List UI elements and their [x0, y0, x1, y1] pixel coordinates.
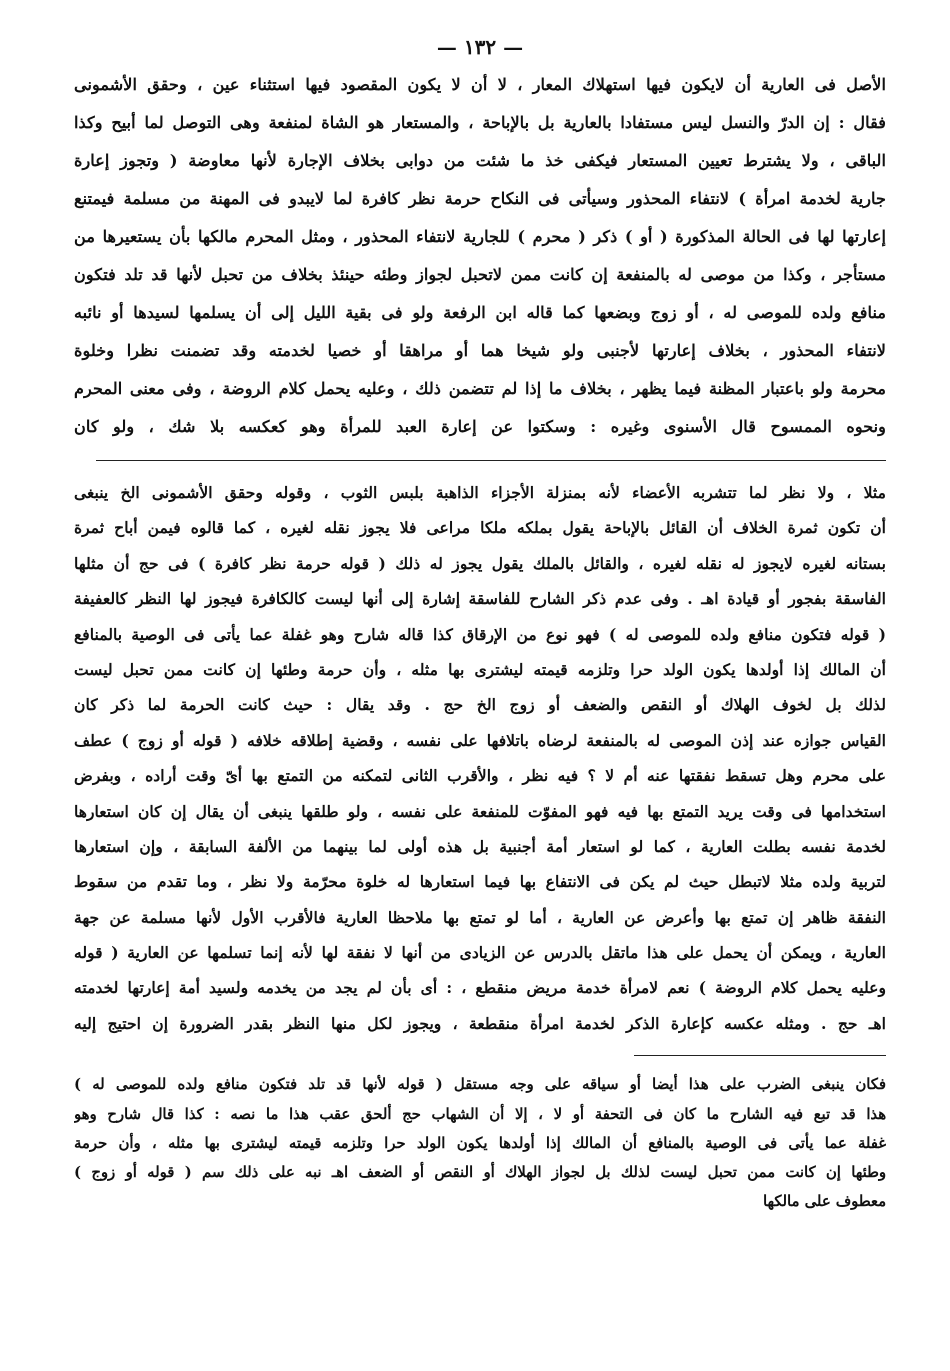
- main-text-line: لانتفاء المحذور ، بخلاف إعارتها لأجنبى ولو شيخا هما أو مراهقا أو خصيا لخدمته وقد تضمنت نظرا وخلوة: [74, 341, 886, 360]
- commentary-line: مثلا ، ولا نظر لما تتشربه الأعضاء لأنه بمنزلة الأجزاء الذاهبة بلبس الثوب ، وقوله وحقق الأشمونى الخ ينبغى: [74, 483, 886, 502]
- commentary-line: استخدامها فى وقت يريد التمتع بها فيه فهو المفوّت للمنفعة على نفسه ، ولو طلقها ينبغى أن يقال إن كان استعارها: [74, 801, 886, 821]
- footnote-line: هذا قد تبع فيه الشارح ما كان فى التحفة أو لا ، إلا أن الشهاب حج ألحق عقب هذا ما نصه : كذا قال شارح وهو: [74, 1105, 886, 1123]
- footnote-line: فكان ينبغى الضرب على هذا أيضا أو سياقه على وجه مستقل ( قوله لأنها قد تلد فتكون منافع ولده للموصى له ): [74, 1076, 886, 1094]
- commentary-line: وعليه يحمل كلام الروضة ) نعم لامرأة خدمة مريض منقطع ، : أى بأن لم يجد من يخدمه ولسيد أمة إعارتها لخدمته: [74, 978, 886, 998]
- commentary-line: الفاسقة بفجور أو قيادة اهـ . وفى عدم ذكر الشارح للفاسقة إشارة إلى أنها ليست كالكافرة فيجوز لها النظر كالعفيفة: [74, 589, 886, 609]
- commentary-line: أن المالك إذا أولدها يكون الولد حرا وتلزمه قيمته ليشترى بها مثله ، وأن حرمة وطئها إن كانت ممن تحبل ليست: [74, 659, 886, 679]
- commentary-line: لخدمة نفسه بطلت العارية ، كما لو استعار أمة أجنبية بل هذه أولى لما بينهما من الألفة السابقة ، وإن استعارها: [74, 836, 886, 856]
- document-page: [74, 30, 886, 1217]
- commentary-block: [74, 475, 886, 1041]
- main-text-block: [74, 66, 886, 446]
- commentary-line: لتربية ولده مثلا لاتبطل حيث لم يكن فى الانتفاع بها فيما استعارها له خلوة محرّمة ولا نظر ، وما تقدم من سقوط: [74, 872, 886, 892]
- commentary-line: اهـ حج . ومثله عكسه كإعارة الذكر لخدمة امرأة منقطعة ، ويجوز لكل منها النظر بقدر الضرورة إن احتيج إليه: [74, 1013, 886, 1033]
- commentary-line: لذلك بل لخوف الهلاك أو النقص والضعف أو زوج الخ حج . وقد يقال : حيث كانت الحرمة لما ذكر كان: [74, 695, 886, 715]
- main-text-line: محرمة ولو باعتبار المظنة فيما يظهر ، بخلاف ما إذا لم تتضمن ذلك ، وعليه يحمل كلام الروضة ، وفى معنى المحرم: [74, 379, 886, 398]
- main-text-line: إعارتها لها فى الحالة المذكورة ( أو ) ذكر ( محرم ) للجارية لانتفاء المحذور ، ومثل المحرم مالكها بأن يستعيرها من: [74, 227, 886, 246]
- footnote-divider: [634, 1055, 886, 1056]
- section-divider: [96, 460, 886, 461]
- commentary-line: العارية ، ويمكن أن يحمل على هذا ماتقل بالدرس عن الزيادى من أنها لا نفقة لها لأنه إنما تسلمها عن العارية ( قوله: [74, 943, 886, 963]
- footnote-line: غفلة عما يأتى فى الوصية بالمنافع أن المالك إذا أولدها يكون الولد حرا وتلزمه قيمته ليشترى بها مثله ، وأن حرمة: [74, 1134, 886, 1152]
- page-number: — ١٣٢ —: [436, 35, 524, 59]
- commentary-line: أن تكون ثمرة الخلاف أن القائل بالإباحة يقول بملكه ملكا مراعى فلا يجوز نقله لغيره ، كما قالوه فيمن أباح ثمرة: [74, 518, 886, 538]
- main-text-line: ونحوه الممسوح قال الأسنوى وغيره : وسكتوا عن إعارة العبد للمرأة وهو كعكسه بلا شك ، ولو كان: [74, 417, 886, 436]
- commentary-line: بستانه لغيره لايجوز له نقله لغيره ، والقائل بالملك يقول يجوز له ذلك ( قوله حرمة نظر كافرة ) فى حج أن مثلها: [74, 553, 886, 573]
- commentary-line: النفقة ظاهر إن تمتع بها وأعرض عن العارية ، أما لو تمتع بها ملاحظا العارية فالأقرب الأول لأنها مسلمة عن جهة: [74, 907, 886, 927]
- main-text-line: جارية لخدمة امرأة ) لانتفاء المحذور وسيأتى فى النكاح حرمة نظر كافرة لما لايبدو فى المهنة من مسلمة فيمتنع: [74, 189, 886, 208]
- main-text-line: الباقى ، ولا يشترط تعيين المستعار فيكفى خذ ما شئت من دوابى بخلاف الإجارة لأنها معاوضة ( وتجوز إعارة: [74, 151, 886, 170]
- main-text-line: فقال : إن الدرّ والنسل ليس مستفادا بالعارية بل بالإباحة ، والمستعار هو الشاة لمنفعة وهى التوصل لما أبيح وكذا: [74, 113, 886, 132]
- commentary-line: القياس جوازه عند إذن الموصى له بالمنفعة لرضاه باتلافها على نفسه ، وقضية إطلاقه خلافه ( قوله أو زوج ) عطف: [74, 730, 886, 750]
- commentary-line: ( قوله فتكون منافع ولده للموصى له ) فهو نوع من الإرقاق كذا قاله شارح وهو غفلة عما يأتى فى الوصية بالمنافع: [74, 624, 886, 644]
- commentary-line: على محرم وهل تسقط نفقتها عنه أم لا ؟ فيه نظر ، والأقرب الثانى لتمكنه من التمتع بها أىّ وقت أراده ، وبفرض: [74, 766, 886, 786]
- main-text-line: مستأجر ، وكذا من موصى له بالمنفعة إن كانت ممن لاتحبل لجواز وطئه حينئذ بخلاف من تحبل لأنها قد تلد فتكون: [74, 265, 886, 284]
- main-text-line: الأصل فى العارية أن لايكون فيها استهلاك المعار ، لا أن لا يكون المقصود فيها استثناء عين ، وحقق الأشمونى: [74, 75, 886, 94]
- footnote-block: [74, 1070, 886, 1216]
- footnote-line: معطوف على مالكها: [763, 1193, 886, 1211]
- main-text-line: منافع ولده للموصى له ، أو زوج وبضعها كما قاله ابن الرفعة ولو فى بقية الليل إلى أن يسلمها لسيدها أو نائبه: [74, 303, 886, 322]
- footnote-line: وطئها إن كانت ممن تحبل ليست لذلك بل لجواز الهلاك أو النقص أو الضعف اهـ نبه على ذلك سم ( قوله أو زوج ): [74, 1164, 886, 1182]
